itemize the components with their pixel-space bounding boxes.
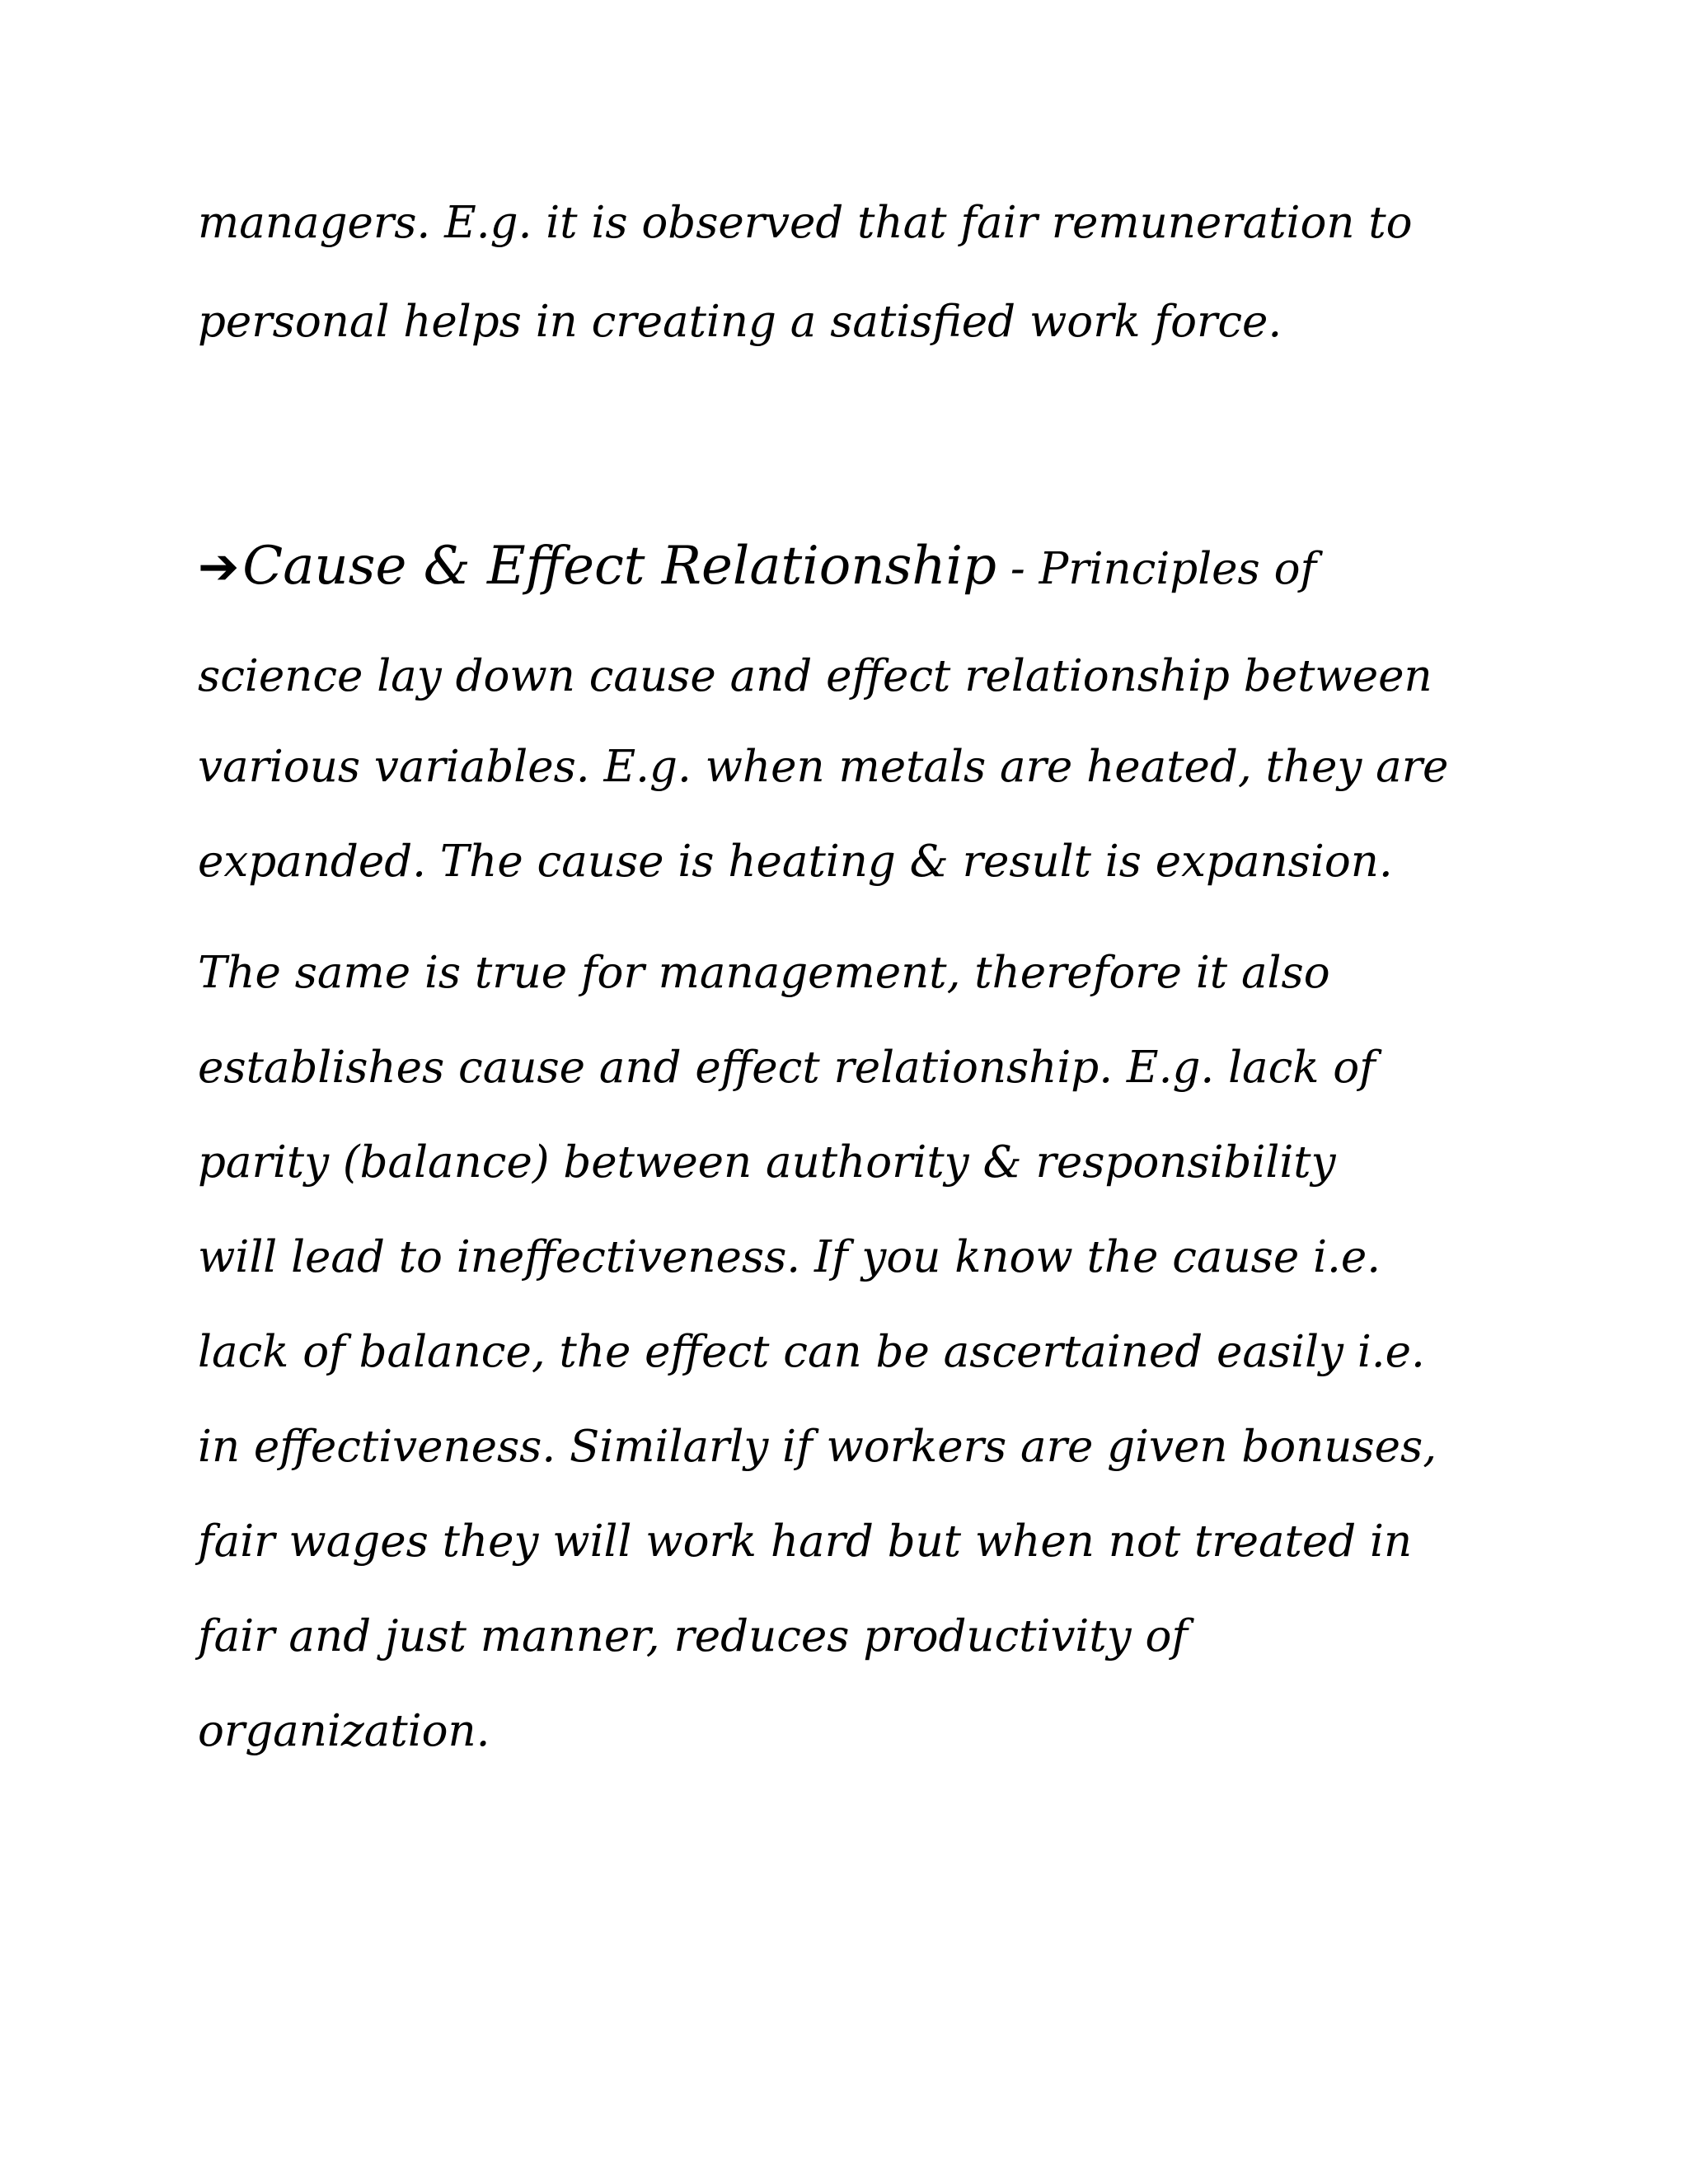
text-line: various variables. E.g. when metals are heated, they are (198, 742, 1449, 792)
right-arrow-icon: ➔ (198, 538, 240, 596)
text-line: organization. (198, 1706, 490, 1756)
text-line: expanded. The cause is heating & result is expansion. (198, 837, 1393, 887)
text-line: in effectiveness. Similarly if workers are given bonuses, (198, 1422, 1437, 1472)
text-line: fair and just manner, reduces productivity of (198, 1611, 1188, 1661)
text-line: personal helps in creating a satisfied work force. (198, 297, 1282, 347)
text-line: will lead to ineffectiveness. If you know the cause i.e. (198, 1232, 1381, 1282)
section-heading: Cause & Effect Relationship (242, 536, 996, 597)
text-line: establishes cause and effect relationship. E.g. lack of (198, 1043, 1376, 1093)
text-line: lack of balance, the effect can be ascertained easily i.e. (198, 1327, 1425, 1377)
section-heading-line (198, 536, 1316, 597)
text-line: managers. E.g. it is observed that fair remuneration to (198, 198, 1413, 248)
text-line: The same is true for management, therefore it also (198, 948, 1330, 998)
section-heading-rest: - Principles of (996, 544, 1317, 594)
text-line: science lay down cause and effect relationship between (198, 651, 1432, 701)
text-line: fair wages they will work hard but when not treated in (198, 1516, 1413, 1567)
text-line: parity (balance) between authority & responsibility (198, 1137, 1336, 1188)
